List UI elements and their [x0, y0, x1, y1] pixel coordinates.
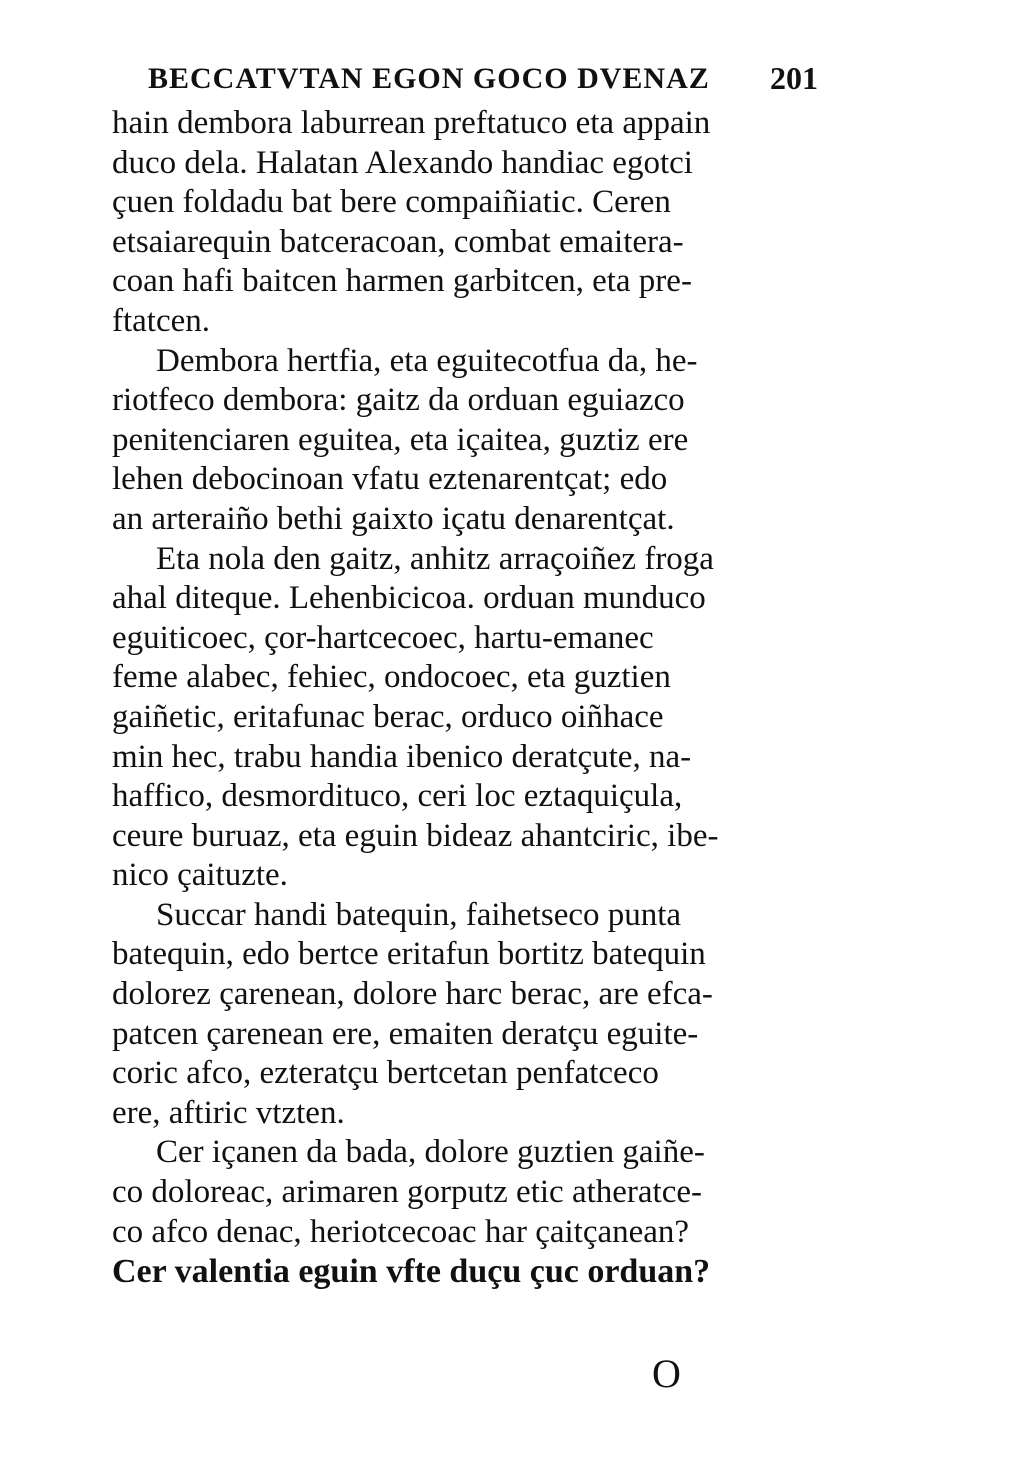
text-line: hain dembora laburrean preftatuco eta appain	[112, 105, 711, 141]
page-number: 201	[770, 60, 818, 96]
text-line: min hec, trabu handia ibenico deratçute, na-	[112, 738, 692, 775]
text-line: ftatcen.	[112, 302, 211, 339]
text-line: eguiticoec, çor-hartcecoec, hartu-emanec	[112, 619, 654, 656]
text-line: co afco denac, heriotcecoac har çaitçanean?	[112, 1213, 690, 1250]
text-line: ahal diteque. Lehenbicicoa. orduan munduco	[112, 580, 706, 617]
body-text	[112, 104, 824, 1292]
running-title: BECCATVTAN EGON GOCO DVENAZ	[148, 62, 710, 95]
text-line: lehen debocinoan vfatu eztenarentçat; edo	[112, 461, 668, 498]
text-line: çuen foldadu bat bere compaiñiatic. Ceren	[112, 184, 671, 221]
text-line: an arteraiño bethi gaixto içatu denarentçat.	[112, 500, 675, 537]
paragraph-first-line: Dembora hertfia, eta eguitecotfua da, he-	[156, 342, 698, 379]
text-line: ere, aftiric vtzten.	[112, 1094, 345, 1131]
text-line: batequin, edo bertce eritafun bortitz batequin	[112, 936, 706, 973]
text-line: ceure buruaz, eta eguin bideaz ahantciric, ibe-	[112, 817, 719, 854]
text-line: riotfeco dembora: gaitz da orduan eguiazco	[112, 382, 685, 419]
text-line: etsaiarequin batceracoan, combat emaitera-	[112, 223, 684, 260]
paragraph-first-line: Eta nola den gaitz, anhitz arraçoiñez froga	[156, 540, 714, 577]
text-line: gaiñetic, eritafunac berac, orduco oiñhace	[112, 698, 664, 735]
running-head	[148, 56, 818, 104]
text-line: patcen çarenean ere, emaiten deratçu eguite-	[112, 1015, 699, 1052]
text-line: nico çaituzte.	[112, 857, 288, 894]
text-line: dolorez çarenean, dolore harc berac, are efca-	[112, 976, 713, 1013]
text-line: coric afco, ezteratçu bertcetan penfatceco	[112, 1055, 659, 1092]
text-line: duco dela. Halatan Alexando handiac egotci	[112, 144, 693, 181]
text-line: coan hafi baitcen harmen garbitcen, eta pre-	[112, 263, 692, 300]
paragraph-first-line: Succar handi batequin, faihetseco punta	[156, 896, 682, 933]
text-line: Cer valentia eguin vfte duçu çuc orduan?	[112, 1253, 711, 1291]
text-line: penitenciaren eguitea, eta içaitea, guztiz ere	[112, 421, 689, 458]
text-line: co doloreac, arimaren gorputz etic atheratce-	[112, 1174, 702, 1211]
signature-mark: O	[652, 1351, 681, 1396]
text-line: haffico, desmorditucо, ceri loc eztaquiçula,	[112, 778, 683, 815]
paragraph-first-line: Cer içanen da bada, dolore guztien gaiñe-	[156, 1134, 705, 1171]
text-line: feme alabec, fehiec, ondocoec, eta guztien	[112, 659, 671, 696]
